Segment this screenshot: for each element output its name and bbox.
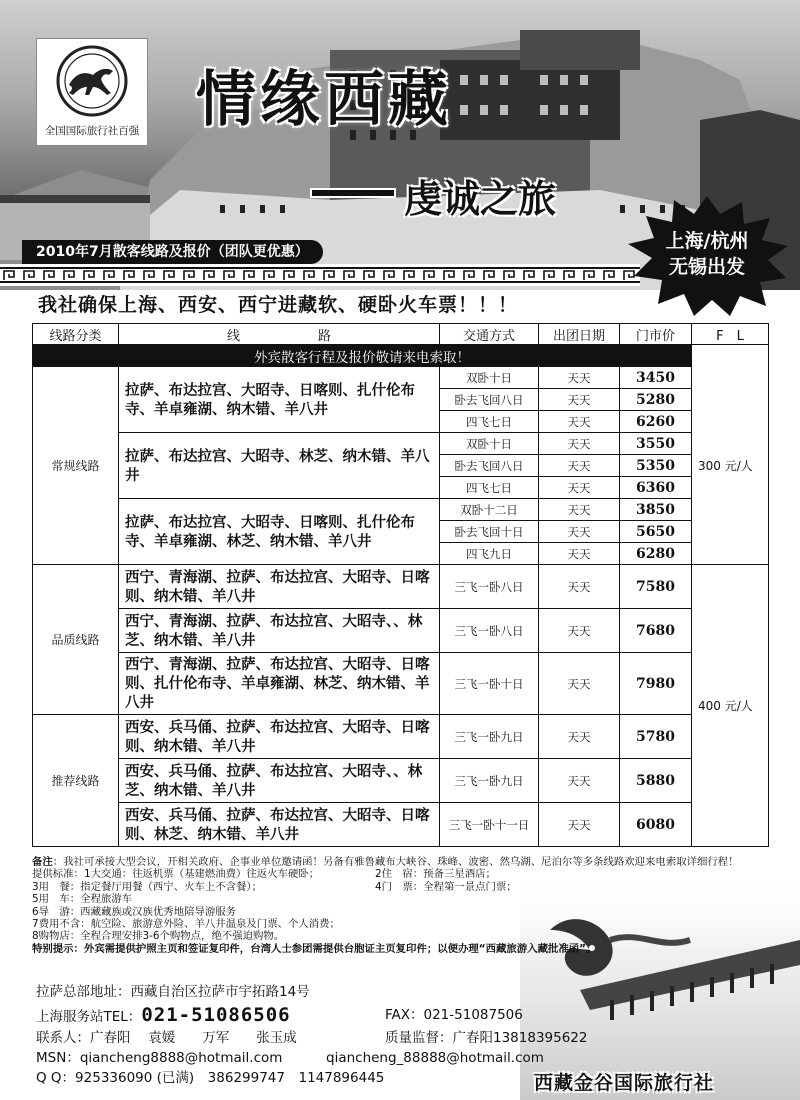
date-cell: 天天 (539, 455, 620, 477)
date-cell: 天天 (539, 653, 620, 715)
qq-label: Q Q： (36, 1070, 76, 1086)
route-cell: 西安、兵马俑、拉萨、布达拉宫、大昭寺、、林芝、纳木错、羊八井 (119, 759, 440, 803)
table-row (33, 653, 769, 715)
route-cell: 拉萨、布达拉宫、大昭寺、日喀则、扎什伦布寺、羊卓雍湖、林芝、纳木错、羊八井 (119, 499, 440, 565)
route-cell: 西安、兵马俑、拉萨、布达拉宫、大昭寺、日喀则、纳木错、羊八井 (119, 715, 440, 759)
departure-line-1: 上海/杭州 (665, 230, 749, 252)
date-cell: 天天 (539, 499, 620, 521)
standard-meals: 3用 餐：指定餐厅用餐（西宁、火车上不含餐）； (32, 880, 263, 893)
transport-cell: 三飞一卧九日 (440, 759, 539, 803)
msn-label: MSN： (36, 1050, 80, 1066)
transport-cell: 双卧十日 (440, 433, 539, 455)
hq-address: 拉萨总部地址：西藏自治区拉萨市宇拓路14号 (36, 984, 310, 1000)
header-price: 门市价 (620, 324, 692, 345)
category-regular: 常规线路 (33, 367, 119, 565)
price-cell: 6080 (620, 803, 692, 847)
header-date: 出团日期 (539, 324, 620, 345)
date-cell: 天天 (539, 609, 620, 653)
msn-line (36, 1048, 544, 1068)
header-fl: F L (692, 324, 769, 345)
transport-cell: 四飞七日 (440, 477, 539, 499)
route-price-table (32, 323, 769, 847)
date-cell: 天天 (539, 543, 620, 565)
transport-cell: 三飞一卧十一日 (440, 803, 539, 847)
price-cell: 3850 (620, 499, 692, 521)
standard-guide: 6导 游：西藏藏族或汉族优秀地陪导游服务 (32, 905, 237, 918)
date-cell: 天天 (539, 565, 620, 609)
date-cell: 天天 (539, 803, 620, 847)
horse-logo-icon (49, 43, 135, 119)
header-transport: 交通方式 (440, 324, 539, 345)
table-row (33, 609, 769, 653)
page-subtitle (310, 168, 556, 223)
transport-cell: 三飞一卧九日 (440, 715, 539, 759)
shanghai-tel-line (36, 1002, 523, 1028)
standard-line (32, 868, 792, 880)
transport-cell: 四飞九日 (440, 543, 539, 565)
departure-cities (634, 228, 780, 280)
date-cell: 天天 (539, 367, 620, 389)
notes-section (32, 856, 792, 955)
transport-cell: 双卧十二日 (440, 499, 539, 521)
transport-cell: 三飞一卧十日 (440, 653, 539, 715)
fl-cell: 300 元/人 (692, 367, 769, 565)
standard-shopping: 8购物店：全程合理安排3-6个购物点，绝不强迫购物。 (32, 930, 285, 943)
agency-logo (36, 38, 148, 146)
table-header-row (33, 324, 769, 345)
table-row (33, 759, 769, 803)
contact-people: 联系人：广春阳 袁媛 万军 张玉成 (36, 1030, 297, 1046)
remark-line (32, 856, 792, 868)
quality-supervision: 质量监督：广春阳13818395622 (385, 1030, 588, 1046)
price-cell: 6360 (620, 477, 692, 499)
standard-lodging: 2住 宿：预备三星酒店； (375, 868, 496, 881)
notice-row (33, 345, 769, 367)
train-ticket-guarantee: 我社确保上海、西安、西宁进藏软、硬卧火车票！！！ (38, 294, 519, 316)
contact-people-line (36, 1028, 588, 1048)
qq-line (36, 1068, 384, 1088)
shanghai-tel-number[interactable]: 021-51086506 (141, 1004, 291, 1026)
date-cell: 天天 (539, 759, 620, 803)
standard-transport: 提供标准：1大交通：往返机票（基建燃油费）往返火车硬卧； (32, 868, 320, 881)
table-row (33, 715, 769, 759)
transport-cell: 卧去飞回八日 (440, 455, 539, 477)
price-cell: 5880 (620, 759, 692, 803)
transport-cell: 四飞七日 (440, 411, 539, 433)
route-cell: 西安、兵马俑、拉萨、布达拉宫、大昭寺、日喀则、林芝、纳木错、羊八井 (119, 803, 440, 847)
price-cell: 7680 (620, 609, 692, 653)
header-category: 线路分类 (33, 324, 119, 345)
price-cell: 5650 (620, 521, 692, 543)
standard-tickets: 4门 票：全程第一景点门票； (375, 880, 517, 893)
date-cell: 天天 (539, 477, 620, 499)
date-cell: 天天 (539, 521, 620, 543)
table-row (33, 803, 769, 847)
transport-cell: 三飞一卧八日 (440, 609, 539, 653)
header-route: 线 路 (119, 324, 440, 345)
price-cell: 5780 (620, 715, 692, 759)
fax-number: FAX：021-51087506 (385, 1007, 523, 1023)
price-cell: 7980 (620, 653, 692, 715)
fl-empty-cell (692, 345, 769, 367)
remark-label: 备注 (32, 856, 53, 868)
table-row (33, 499, 769, 521)
transport-cell: 卧去飞回八日 (440, 389, 539, 411)
route-cell: 拉萨、布达拉宫、大昭寺、林芝、纳木错、羊八井 (119, 433, 440, 499)
price-cell: 5280 (620, 389, 692, 411)
qq-numbers: 925336090 (已满) 386299747 1147896445 (75, 1070, 385, 1086)
price-cell: 6280 (620, 543, 692, 565)
date-cell: 天天 (539, 715, 620, 759)
agency-name: 西藏金谷国际旅行社 (534, 1072, 715, 1094)
fl-cell: 400 元/人 (692, 565, 769, 847)
foreign-guest-notice: 外宾散客行程及报价敬请来电索取！ (33, 345, 692, 367)
msn-address-2[interactable]: qiancheng_88888@hotmail.com (326, 1050, 544, 1066)
price-period-strip: 2010年7月散客线路及报价（团队更优惠） (22, 240, 323, 264)
standard-line (32, 881, 792, 893)
price-cell: 3450 (620, 367, 692, 389)
transport-cell: 卧去飞回十日 (440, 521, 539, 543)
table-row (33, 565, 769, 609)
category-recommended: 推荐线路 (33, 715, 119, 847)
table-row (33, 433, 769, 455)
price-cell: 6260 (620, 411, 692, 433)
route-cell: 西宁、青海湖、拉萨、布达拉宫、大昭寺、、林芝、纳木错、羊八井 (119, 609, 440, 653)
standard-vehicle: 5用 车：全程旅游车 (32, 893, 133, 906)
price-cell: 3550 (620, 433, 692, 455)
category-quality: 品质线路 (33, 565, 119, 715)
logo-caption: 全国国际旅行社百强 (44, 125, 140, 137)
special-notice: 特别提示：外宾需提供护照主页和签证复印件，台湾人士参团需提供台胞证主页复印件；以便办理“西藏旅游入藏批准函”。 (32, 942, 597, 955)
standard-excluded: 7费用不含：航空险、旅游意外险、羊八井温泉及门票、个人消费； (32, 918, 340, 931)
shanghai-tel-label: 上海服务站TEL： (36, 1009, 142, 1025)
route-cell: 西宁、青海湖、拉萨、布达拉宫、大昭寺、日喀则、扎什伦布寺、羊卓雍湖、林芝、纳木错、羊八井 (119, 653, 440, 715)
transport-cell: 三飞一卧八日 (440, 565, 539, 609)
departure-line-2: 无锡出发 (668, 256, 745, 278)
price-cell: 7580 (620, 565, 692, 609)
date-cell: 天天 (539, 433, 620, 455)
route-cell: 拉萨、布达拉宫、大昭寺、日喀则、扎什伦布寺、羊卓雍湖、纳木错、羊八井 (119, 367, 440, 433)
route-cell: 西宁、青海湖、拉萨、布达拉宫、大昭寺、日喀则、纳木错、羊八井 (119, 565, 440, 609)
msn-address-1[interactable]: qiancheng8888@hotmail.com (79, 1050, 283, 1066)
subtitle-text: 虔诚之旅 (404, 176, 557, 221)
table-row (33, 367, 769, 389)
contact-section (36, 982, 588, 1088)
page-title: 情缘西藏 (196, 65, 452, 135)
greek-key-border (0, 264, 640, 286)
price-cell: 5350 (620, 455, 692, 477)
date-cell: 天天 (539, 389, 620, 411)
remark-text: ：我社可承接大型会议，开相关政府、企事业单位邀请函！另备有雅鲁藏布大峡谷、珠峰、波密、然乌湖、尼泊尔等多条线路欢迎来电索取详细行程！ (52, 856, 739, 868)
transport-cell: 双卧十日 (440, 367, 539, 389)
date-cell: 天天 (539, 411, 620, 433)
